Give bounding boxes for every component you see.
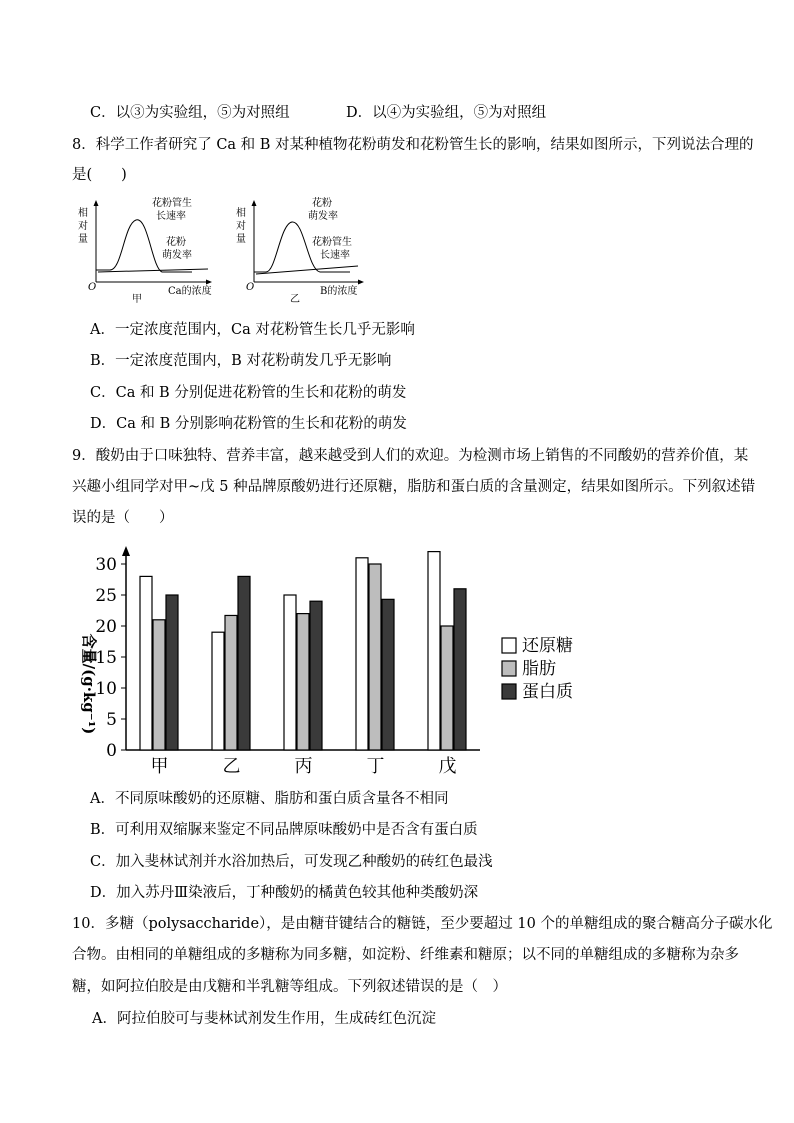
- fig-yi-y-arrow: [252, 200, 257, 206]
- q8-stem-line2: 是( ): [72, 167, 127, 183]
- q8-stem-line1: 8．科学工作者研究了 Ca 和 B 对某种植物花粉萌发和花粉管生长的影响，结果如图所示，下列说法合理的: [72, 137, 754, 153]
- x-category-label: 乙: [222, 756, 241, 777]
- fig-yi-x-arrow: [358, 280, 364, 285]
- bar: [356, 558, 368, 750]
- q8-option-b: B．一定浓度范围内，B 对花粉萌发几乎无影响: [90, 353, 392, 369]
- figure-yi: [232, 196, 382, 306]
- q9-option-a: A．不同原味酸奶的还原糖、脂肪和蛋白质含量各不相同: [90, 791, 449, 807]
- y-tick-label: 20: [95, 617, 117, 637]
- fig-yi-ylabel-3: 量: [236, 234, 246, 245]
- fig-yi-xlabel: B的浓度: [320, 286, 358, 297]
- fig-jia-origin: O: [88, 282, 97, 293]
- q8-option-a: A．一定浓度范围内，Ca 对花粉管生长几乎无影响: [90, 322, 415, 338]
- q10-stem-line2: 合物。由相同的单糖组成的多糖称为同多糖，如淀粉、纤维素和糖原；以不同的单糖组成的多糖称为杂多: [72, 947, 739, 963]
- bar: [441, 626, 453, 750]
- y-tick-label: 25: [95, 586, 117, 606]
- fig-jia-y-arrow: [94, 200, 99, 206]
- bar: [238, 576, 250, 750]
- fig-jia-x-arrow: [206, 280, 212, 285]
- fig-yi-ylabel-2: 对: [236, 221, 246, 232]
- q9-option-b: B．可利用双缩脲来鉴定不同品牌原味酸奶中是否含有蛋白质: [90, 822, 478, 838]
- y-axis-label: 含量/(g·kg⁻¹): [80, 633, 98, 735]
- y-tick-label: 30: [95, 555, 117, 575]
- bar: [454, 589, 466, 750]
- y-tick-label: 10: [95, 679, 117, 699]
- legend-swatch: [502, 684, 516, 699]
- y-tick-label: 15: [95, 648, 117, 668]
- x-category-label: 甲: [150, 756, 169, 777]
- q7-option-d: D．以④为实验组，⑤为对照组: [346, 105, 547, 121]
- bar: [284, 595, 296, 750]
- fig-yi-curve1-label-1: 花粉: [312, 198, 332, 209]
- y-tick-label: 5: [106, 710, 117, 730]
- fig-yi-ylabel-1: 相: [236, 208, 246, 219]
- nutrient-bar-chart: [70, 538, 610, 778]
- bar: [225, 615, 237, 750]
- fig-jia-curve2-label-1: 花粉: [166, 237, 186, 248]
- q9-option-c: C．加入斐林试剂并水浴加热后，可发现乙种酸奶的砖红色最浅: [90, 854, 493, 870]
- fig-yi-origin: O: [246, 282, 255, 293]
- x-category-label: 戊: [438, 756, 457, 777]
- fig-jia-caption: 甲: [132, 294, 142, 305]
- bar: [428, 552, 440, 750]
- q9-stem-line3: 误的是（ ）: [72, 510, 174, 526]
- q9-stem-line2: 兴趣小组同学对甲~戊 5 种品牌原酸奶进行还原糖，脂肪和蛋白质的含量测定，结果如图所示。下列叙述错: [72, 479, 756, 495]
- fig-jia-xlabel: Ca的浓度: [168, 286, 212, 297]
- fig-jia-curve1-label-1: 花粉管生: [152, 198, 192, 209]
- bar: [310, 601, 322, 750]
- bar: [212, 632, 224, 750]
- legend-label: 还原糖: [522, 636, 573, 656]
- q8-option-d: D．Ca 和 B 分别影响花粉管的生长和花粉的萌发: [90, 416, 407, 432]
- legend-label: 脂肪: [522, 659, 556, 679]
- fig-jia-ylabel-1: 相: [78, 208, 88, 219]
- q10-option-a: A．阿拉伯胶可与斐林试剂发生作用，生成砖红色沉淀: [92, 1011, 436, 1027]
- q8-option-c: C．Ca 和 B 分别促进花粉管的生长和花粉的萌发: [90, 385, 407, 401]
- fig-yi-caption: 乙: [290, 294, 300, 305]
- bar: [369, 564, 381, 750]
- fig-yi-curve2-label-2: 长速率: [320, 250, 350, 261]
- bar: [297, 614, 309, 750]
- fig-yi-curve2-label-1: 花粉管生: [312, 237, 352, 248]
- legend-swatch: [502, 661, 516, 676]
- bar: [166, 595, 178, 750]
- legend-label: 蛋白质: [522, 682, 573, 702]
- q10-stem-line1: 10．多糖（polysaccharide），是由糖苷键结合的糖链，至少要超过 10 个的单糖组成的聚合糖高分子碳水化: [72, 916, 773, 932]
- y-axis-arrow: [122, 546, 130, 556]
- q10-stem-line3: 糖，如阿拉伯胶是由戊糖和半乳糖等组成。下列叙述错误的是（ ）: [72, 979, 507, 995]
- x-category-label: 丁: [366, 756, 385, 777]
- fig-jia-curve1-label-2: 长速率: [156, 211, 186, 222]
- q9-option-d: D．加入苏丹Ⅲ染液后，丁种酸奶的橘黄色较其他种类酸奶深: [90, 885, 479, 901]
- fig-jia-curve2-label-2: 萌发率: [162, 250, 192, 261]
- legend-swatch: [502, 638, 516, 653]
- fig-jia-ylabel-2: 对: [78, 221, 88, 232]
- fig-jia-ylabel-3: 量: [78, 234, 88, 245]
- figure-jia: [70, 196, 220, 306]
- fig-yi-curve1-label-2: 萌发率: [308, 211, 338, 222]
- q7-option-c: C．以③为实验组，⑤为对照组: [90, 105, 290, 121]
- bar: [382, 599, 394, 750]
- y-tick-label: 0: [106, 741, 117, 761]
- x-category-label: 丙: [294, 756, 313, 777]
- bar: [153, 620, 165, 750]
- bar: [140, 576, 152, 750]
- q9-stem-line1: 9．酸奶由于口味独特、营养丰富，越来越受到人们的欢迎。为检测市场上销售的不同酸奶的营养价值，某: [72, 448, 749, 464]
